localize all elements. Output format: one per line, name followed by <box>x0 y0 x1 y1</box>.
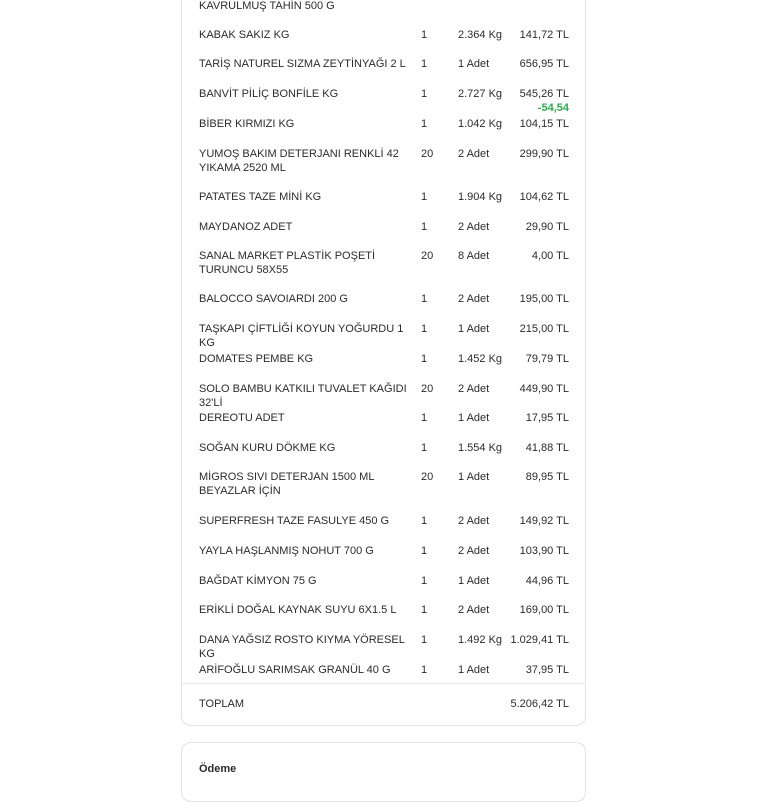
item-price: 4,00 TL <box>531 250 569 262</box>
item-amount: 1 Adet <box>458 58 490 70</box>
item-quantity: 1 <box>421 191 428 203</box>
item-amount: 2 Adet <box>458 604 490 616</box>
item-name: BANVİT PİLİÇ BONFİLE KG <box>199 88 339 100</box>
item-quantity: 1 <box>421 545 428 557</box>
item-name: DOMATES PEMBE KG <box>199 353 314 365</box>
item-price: 29,90 TL <box>525 221 569 233</box>
item-amount: 2 Adet <box>458 515 490 527</box>
item-quantity: 1 <box>421 221 428 233</box>
item-price: 169,00 TL <box>519 604 569 616</box>
item-price: 215,00 TL <box>519 323 569 335</box>
item-amount: 1 Adet <box>458 323 490 335</box>
item-amount: 2 Adet <box>458 221 490 233</box>
item-amount: 2.727 Kg <box>458 88 503 100</box>
item-quantity: 1 <box>421 575 428 587</box>
item-price: 37,95 TL <box>525 664 569 676</box>
item-price: 104,62 TL <box>519 191 569 203</box>
item-price: 195,00 TL <box>519 293 569 305</box>
item-price: 89,95 TL <box>525 471 569 483</box>
item-quantity: 20 <box>421 383 434 395</box>
item-amount: 1 Adet <box>458 412 490 424</box>
item-price: 545,26 TL <box>519 88 569 100</box>
order-items-card <box>181 0 586 726</box>
item-name: TARİŞ NATUREL SIZMA ZEYTİNYAĞI 2 L <box>199 58 406 70</box>
item-name: SOĞAN KURU DÖKME KG <box>199 442 336 454</box>
item-price: 41,88 TL <box>525 442 569 454</box>
item-name: SANAL MARKET PLASTİK POŞETİ TURUNCU 58X55 <box>199 250 376 276</box>
item-price: 1.029,41 TL <box>510 634 569 646</box>
total-value: 5.206,42 TL <box>510 698 569 710</box>
item-price: 79,79 TL <box>525 353 569 365</box>
item-quantity: 1 <box>421 634 428 646</box>
item-quantity: 1 <box>421 412 428 424</box>
item-quantity: 1 <box>421 118 428 130</box>
item-name: TAŞKAPI ÇİFTLİĞİ KOYUN YOĞURDU 1 KG <box>199 323 404 349</box>
item-price: 449,90 TL <box>519 383 569 395</box>
item-amount: 1.492 Kg <box>458 634 503 646</box>
item-quantity: 20 <box>421 148 434 160</box>
item-quantity: 1 <box>421 604 428 616</box>
item-quantity: 1 <box>421 88 428 100</box>
item-name: DANA YAĞSIZ ROSTO KIYMA YÖRESEL KG <box>199 634 405 660</box>
item-name: DEREOTU ADET <box>199 412 285 424</box>
item-quantity: 1 <box>421 323 428 335</box>
item-name: KABAK SAKIZ KG <box>199 29 290 41</box>
item-price: 149,92 TL <box>519 515 569 527</box>
item-amount: 2 Adet <box>458 293 490 305</box>
item-amount: 2 Adet <box>458 383 490 395</box>
item-amount: 1 Adet <box>458 664 490 676</box>
item-name: BAĞDAT KİMYON 75 G <box>199 575 317 587</box>
item-price: 44,96 TL <box>525 575 569 587</box>
item-name: BALOCCO SAVOIARDI 200 G <box>199 293 348 305</box>
total-label: TOPLAM <box>199 698 245 710</box>
item-quantity: 20 <box>421 250 434 262</box>
item-quantity: 1 <box>421 293 428 305</box>
item-quantity: 1 <box>421 58 428 70</box>
item-name: ERİKLİ DOĞAL KAYNAK SUYU 6X1.5 L <box>199 604 397 616</box>
item-quantity: 1 <box>421 442 428 454</box>
item-name: BİBER KIRMIZI KG <box>199 118 295 130</box>
item-amount: 1.452 Kg <box>458 353 503 365</box>
item-discount: -54,54 <box>537 102 569 114</box>
item-price: 104,15 TL <box>519 118 569 130</box>
item-name: SUPERFRESH TAZE FASULYE 450 G <box>199 515 390 527</box>
item-price: 17,95 TL <box>525 412 569 424</box>
item-name: MİGROS SIVI DETERJAN 1500 ML BEYAZLAR İÇİN <box>199 471 375 497</box>
item-name: YAYLA HAŞLANMIŞ NOHUT 700 G <box>199 545 374 557</box>
item-amount: 1.042 Kg <box>458 118 503 130</box>
item-name: MAYDANOZ ADET <box>199 221 293 233</box>
item-price: 103,90 TL <box>519 545 569 557</box>
item-quantity: 1 <box>421 664 428 676</box>
item-amount: 2 Adet <box>458 148 490 160</box>
item-price: 141,72 TL <box>519 29 569 41</box>
item-quantity: 20 <box>421 471 434 483</box>
item-name: YUMOŞ BAKIM DETERJANI RENKLİ 42 YIKAMA 2520 ML <box>199 148 399 174</box>
item-quantity: 1 <box>421 353 428 365</box>
item-quantity: 1 <box>421 515 428 527</box>
item-name: KAVRULMUŞ TAHİN 500 G <box>199 0 335 12</box>
item-name: ARİFOĞLU SARIMSAK GRANÜL 40 G <box>199 664 391 676</box>
item-price: 656,95 TL <box>519 58 569 70</box>
item-amount: 8 Adet <box>458 250 490 262</box>
item-amount: 1 Adet <box>458 575 490 587</box>
item-price: 299,90 TL <box>519 148 569 160</box>
item-name: SOLO BAMBU KATKILI TUVALET KAĞIDI 32'Lİ <box>199 383 407 409</box>
item-amount: 1.904 Kg <box>458 191 503 203</box>
item-amount: 1.554 Kg <box>458 442 503 454</box>
item-amount: 1 Adet <box>458 471 490 483</box>
item-amount: 2 Adet <box>458 545 490 557</box>
item-name: PATATES TAZE MİNİ KG <box>199 191 322 203</box>
item-amount: 2.364 Kg <box>458 29 503 41</box>
total-divider <box>182 683 585 684</box>
payment-title: Ödeme <box>199 763 237 775</box>
item-quantity: 1 <box>421 29 428 41</box>
payment-card[interactable] <box>181 742 586 802</box>
